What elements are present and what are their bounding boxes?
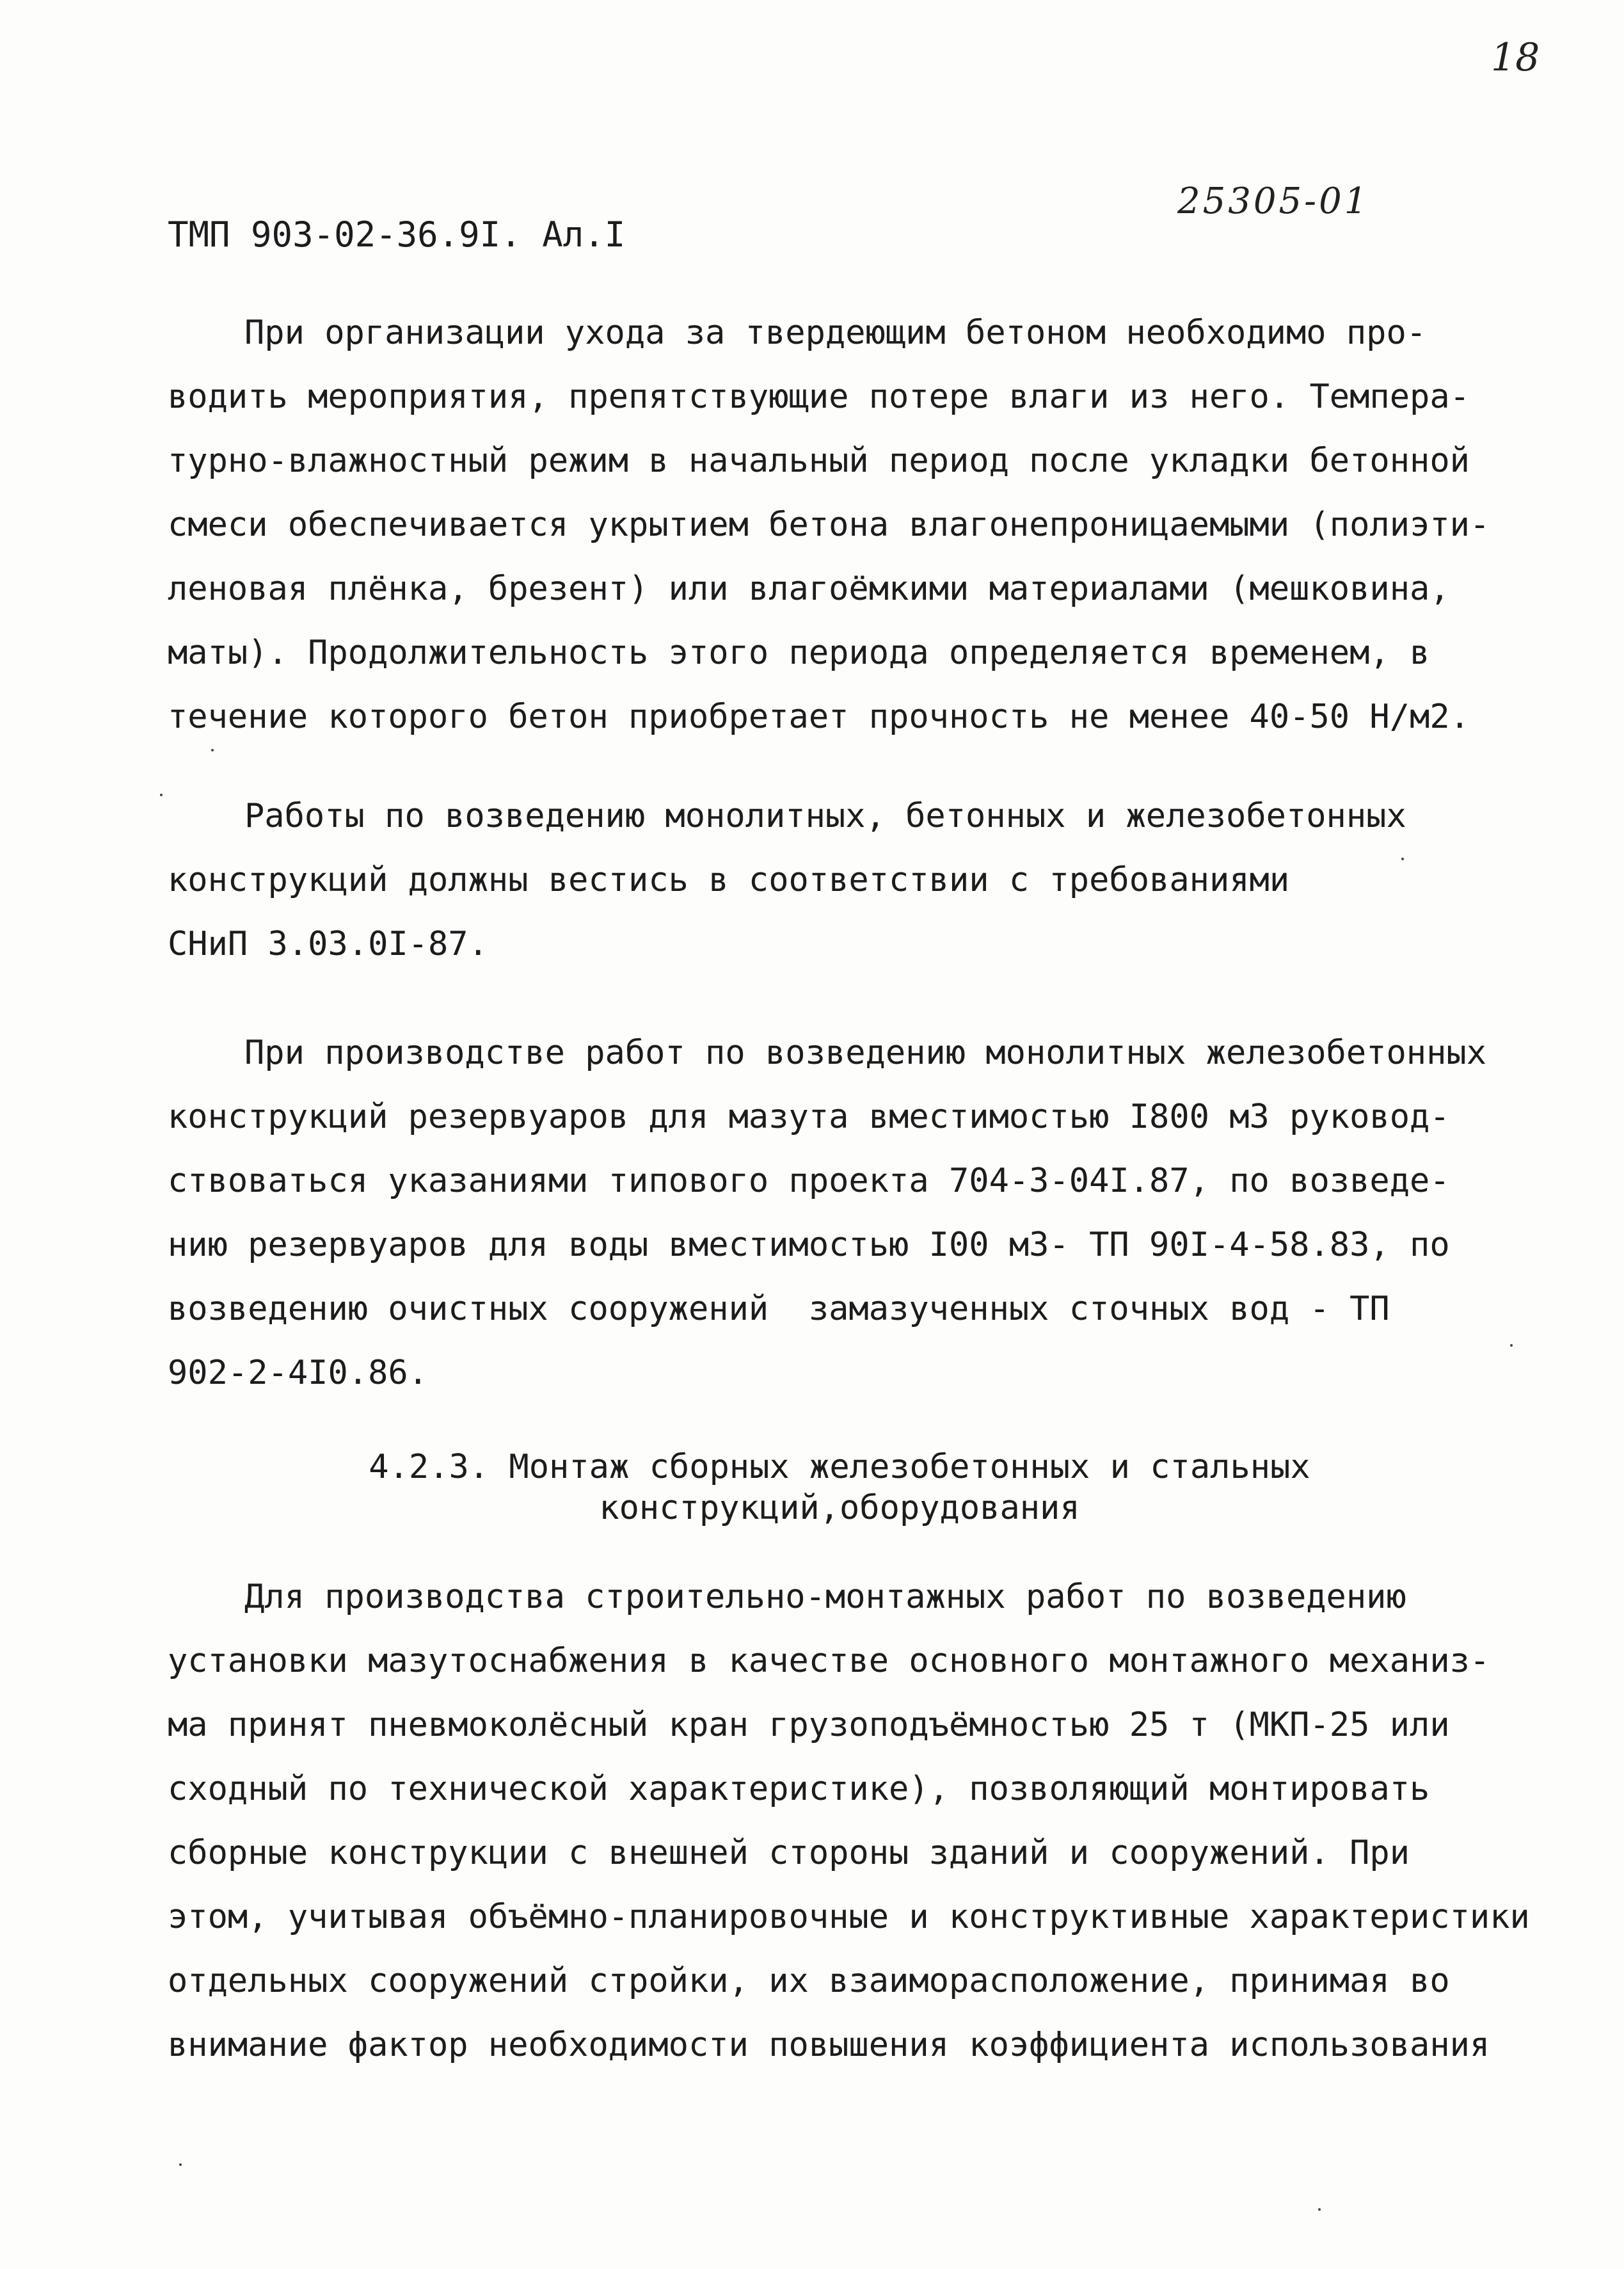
- paragraph-line: леновая плёнка, брезент) или влагоёмкими материалами (мешковина,: [168, 570, 1450, 608]
- scan-speck: [1318, 2208, 1321, 2211]
- page-number: 18: [1491, 35, 1540, 80]
- paragraph-line: смеси обеспечивается укрытием бетона влагонепроницаемыми (полиэти-: [168, 506, 1490, 544]
- scan-speck: [1401, 858, 1404, 860]
- scan-speck: [160, 794, 163, 796]
- paragraph-line: нию резервуаров для воды вместимостью I00 м3- ТП 90I-4-58.83, по: [168, 1226, 1450, 1264]
- paragraph-line: При организации ухода за твердеющим бетоном необходимо про-: [244, 314, 1427, 352]
- paragraph-line: турно-влажностный режим в начальный период после укладки бетонной: [168, 442, 1470, 480]
- paragraph-reservoirs: [168, 1021, 1511, 1405]
- paragraph-line: СНиП 3.03.0I-87.: [168, 925, 488, 963]
- paragraph-line: Для производства строительно-монтажных работ по возведению: [244, 1578, 1406, 1616]
- section-heading-line: конструкций,оборудования: [599, 1489, 1080, 1527]
- paragraph-concrete-care: [168, 301, 1511, 749]
- paragraph-line: 902-2-4I0.86.: [168, 1354, 428, 1392]
- paragraph-line: сходный по технической характеристике), позволяющий монтировать: [168, 1770, 1430, 1808]
- paragraph-line: конструкций должны вестись в соответствии с требованиями: [168, 861, 1290, 899]
- paragraph-line: маты). Продолжительность этого периода определяется временем, в: [168, 634, 1430, 672]
- section-heading: [168, 1447, 1511, 1528]
- paragraph-line: водить мероприятия, препятствующие потере влаги из него. Темпера-: [168, 378, 1470, 416]
- paragraph-line: течение которого бетон приобретает прочность не менее 40-50 Н/м2.: [168, 698, 1470, 736]
- archive-code: 25305-01: [1177, 180, 1370, 222]
- paragraph-line: ствоваться указаниями типового проекта 704-3-04I.87, по возведе-: [168, 1162, 1450, 1200]
- section-heading-line: 4.2.3. Монтаж сборных железобетонных и стальных: [369, 1448, 1310, 1486]
- paragraph-monolithic-works: [168, 784, 1511, 976]
- scan-speck: [211, 749, 214, 751]
- paragraph-line: ма принят пневмоколёсный кран грузоподъёмностью 25 т (МКП-25 или: [168, 1706, 1450, 1744]
- document-code: ТМП 903-02-36.9I. Ал.I: [168, 214, 626, 255]
- paragraph-line: сборные конструкции с внешней стороны зданий и сооружений. При: [168, 1834, 1410, 1872]
- scan-speck: [1510, 1344, 1513, 1347]
- paragraph-line: отдельных сооружений стройки, их взаиморасположение, принимая во: [168, 1962, 1450, 2000]
- scan-speck: [179, 2163, 182, 2166]
- paragraph-line: установки мазутоснабжения в качестве основного монтажного механиз-: [168, 1642, 1490, 1680]
- paragraph-line: Работы по возведению монолитных, бетонных и железобетонных: [244, 797, 1406, 835]
- paragraph-line: этом, учитывая объёмно-планировочные и конструктивные характеристики: [168, 1898, 1530, 1936]
- paragraph-line: При производстве работ по возведению монолитных железобетонных: [244, 1034, 1487, 1072]
- paragraph-line: внимание фактор необходимости повышения коэффициента использования: [168, 2026, 1490, 2064]
- paragraph-line: возведению очистных сооружений замазученных сточных вод - ТП: [168, 1290, 1390, 1328]
- paragraph-crane-installation: [168, 1565, 1530, 2077]
- paragraph-line: конструкций резервуаров для мазута вместимостью I800 м3 руковод-: [168, 1098, 1450, 1136]
